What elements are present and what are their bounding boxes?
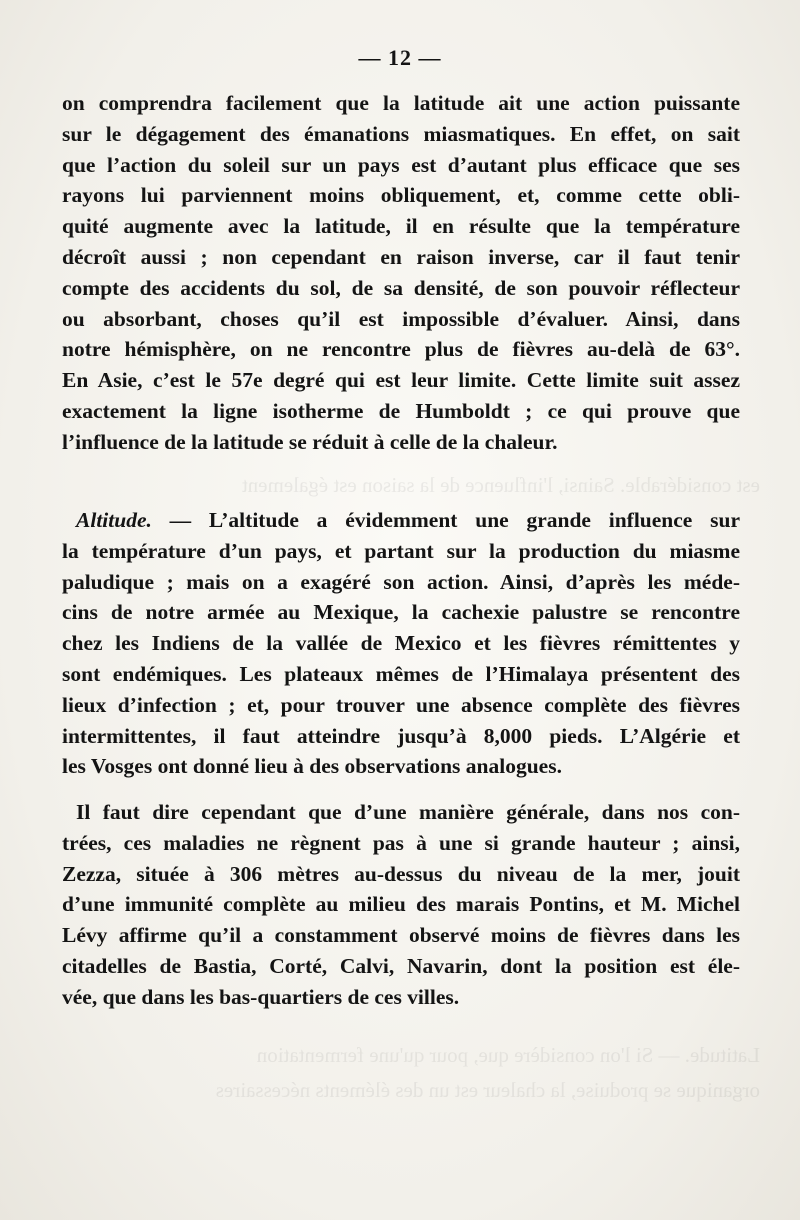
text-line: les Vosges ont donné lieu à des observations analogues.	[62, 754, 562, 779]
show-through-text: organique se produise, la chaleur est un des éléments nécessaires	[215, 1078, 760, 1102]
text-line: trées, ces maladies ne règnent pas à une si grande hauteur ; ainsi,	[62, 830, 740, 855]
text-line: l’influence de la latitude se réduit à celle de la chaleur.	[62, 429, 558, 454]
text-line: paludique ; mais on a exagéré son action. Ainsi, d’après les méde-	[62, 569, 740, 594]
page-number: — 12 —	[358, 45, 442, 70]
text-line: on comprendra facilement que la latitude ait une action puissante	[62, 91, 740, 115]
text-line: compte des accidents du sol, de sa densité, de son pouvoir réflecteur	[62, 275, 740, 300]
paragraph-latitude-conclusion	[62, 88, 740, 458]
text-line: quité augmente avec la latitude, il en résulte que la température	[62, 214, 740, 239]
text-line: notre hémisphère, on ne rencontre plus de fièvres au-delà de 63°.	[62, 337, 740, 362]
show-through-text: Latitude. — Si l'on considère que, pour qu'une fermentation	[256, 1043, 760, 1067]
text-line: intermittentes, il faut atteindre jusqu’à 8,000 pieds. L’Algérie et	[62, 723, 740, 748]
text-line: décroît aussi ; non cependant en raison inverse, car il faut tenir	[62, 244, 740, 269]
text-line	[62, 505, 740, 536]
section-lead-altitude: Altitude.	[76, 508, 152, 532]
paragraph-altitude	[62, 505, 740, 782]
text-line: lieux d’infection ; et, pour trouver une absence complète des fièvres	[62, 692, 740, 717]
text-line: Il faut dire cependant que d’une manière générale, dans nos con-	[76, 800, 740, 824]
text-line: que l’action du soleil sur un pays est d’autant plus efficace que ses	[62, 152, 740, 177]
text-line: rayons lui parviennent moins obliquement, et, comme cette obli-	[62, 183, 740, 208]
text-line: la température d’un pays, et partant sur la production du miasme	[62, 538, 740, 563]
text-line: citadelles de Bastia, Corté, Calvi, Navarin, dont la position est éle-	[62, 953, 740, 978]
text-line: sur le dégagement des émanations miasmatiques. En effet, on sait	[62, 121, 740, 146]
text-line: cins de notre armée au Mexique, la cachexie palustre se rencontre	[62, 600, 740, 625]
paragraph-altitude-exceptions	[62, 797, 740, 1013]
text-line: Zezza, située à 306 mètres au-dessus du niveau de la mer, jouit	[62, 861, 740, 886]
text-line: vée, que dans les bas-quartiers de ces villes.	[62, 984, 460, 1009]
text-line: exactement la ligne isotherme de Humboldt ; ce qui prouve que	[62, 398, 740, 423]
text-line: d’une immunité complète au milieu des marais Pontins, et M. Michel	[62, 892, 740, 917]
show-through-text: est considérable. Sainsi, l'influence de la saison est également	[241, 473, 760, 497]
text-line-fragment: — L’altitude a évidemment une grande influence sur	[151, 508, 740, 532]
text-line: En Asie, c’est le 57e degré qui est leur limite. Cette limite suit assez	[62, 368, 740, 393]
text-line: ou absorbant, choses qu’il est impossible d’évaluer. Ainsi, dans	[62, 306, 740, 331]
text-line: chez les Indiens de la vallée de Mexico et les fièvres rémittentes y	[62, 631, 740, 656]
text-line: sont endémiques. Les plateaux mêmes de l’Himalaya présentent des	[62, 661, 740, 686]
text-line: Lévy affirme qu’il a constamment observé moins de fièvres dans les	[62, 923, 740, 948]
